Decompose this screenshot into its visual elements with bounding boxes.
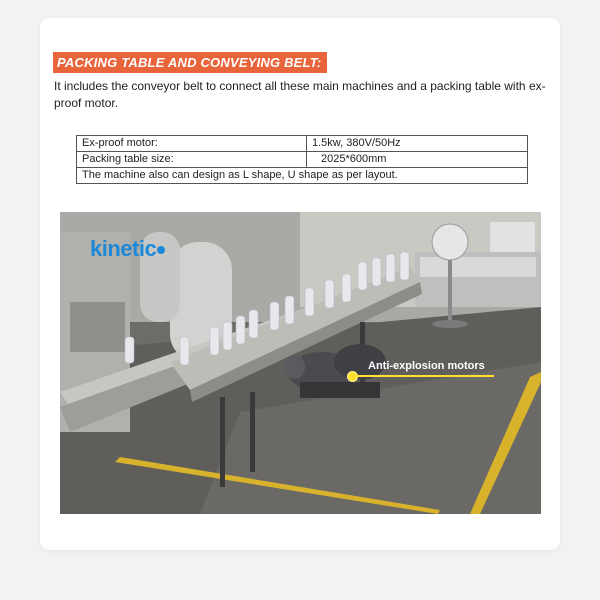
spec-row bbox=[77, 136, 528, 152]
section-title: PACKING TABLE AND CONVEYING BELT: bbox=[53, 52, 327, 73]
callout-label: Anti-explosion motors bbox=[368, 360, 485, 372]
kinetic-logo: kinetic bbox=[90, 236, 165, 262]
spec-label-table-size: Packing table size: bbox=[77, 152, 307, 168]
spec-table bbox=[76, 135, 528, 184]
spec-row bbox=[77, 168, 528, 184]
spec-value-table-size: 2025*600mm bbox=[307, 152, 528, 168]
spec-label-motor: Ex-proof motor: bbox=[77, 136, 307, 152]
spec-row bbox=[77, 152, 528, 168]
section-description: It includes the conveyor belt to connect all these main machines and a packing table with ex-proof motor. bbox=[54, 79, 546, 110]
product-photo bbox=[60, 212, 541, 514]
spec-note: The machine also can design as L shape, U shape as per layout. bbox=[77, 168, 528, 184]
callout-underline bbox=[356, 375, 494, 377]
logo-dot-icon bbox=[157, 246, 165, 254]
spec-value-motor: 1.5kw, 380V/50Hz bbox=[307, 136, 528, 152]
